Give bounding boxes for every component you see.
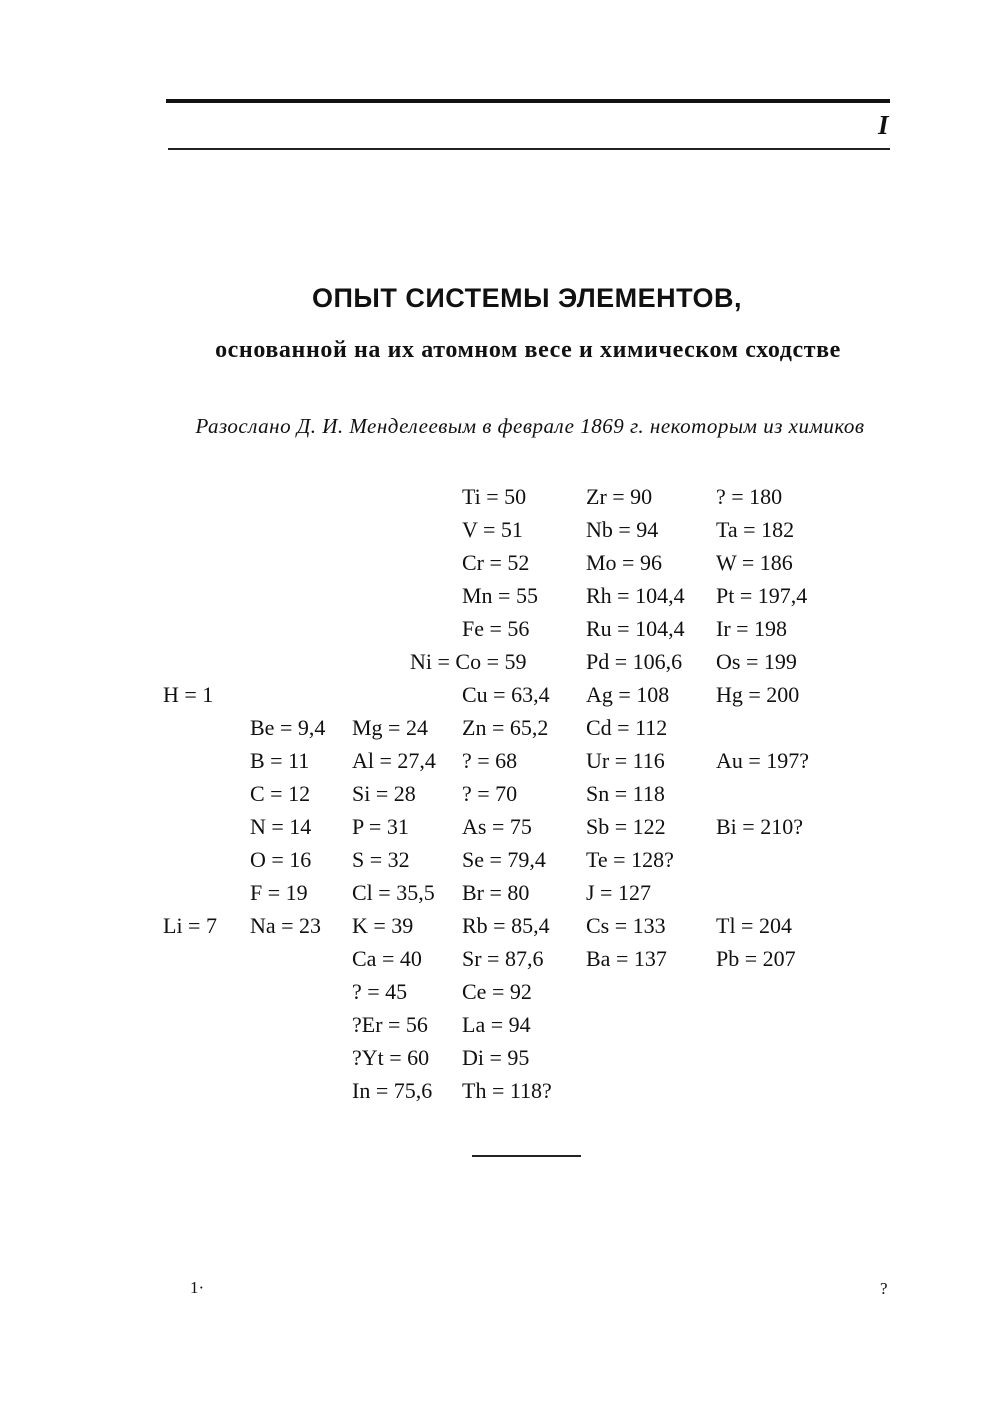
element-cell: Sb = 122 — [586, 814, 666, 839]
element-cell: Ca = 40 — [352, 946, 422, 971]
element-cell: Bi = 210? — [716, 814, 803, 839]
element-cell: In = 75,6 — [352, 1078, 433, 1103]
element-cell: Ag = 108 — [586, 682, 670, 707]
page-title: ОПЫТ СИСТЕМЫ ЭЛЕМЕНТОВ, — [312, 283, 742, 313]
element-cell: Ce = 92 — [462, 979, 532, 1004]
element-cell: C = 12 — [250, 781, 311, 806]
element-cell: Te = 128? — [586, 847, 674, 872]
element-cell: O = 16 — [250, 847, 312, 872]
element-cell: Si = 28 — [352, 781, 416, 806]
element-cell: Pt = 197,4 — [716, 583, 808, 608]
element-cell: Nb = 94 — [586, 517, 659, 542]
element-cell: Na = 23 — [250, 913, 322, 938]
element-cell: Os = 199 — [716, 649, 797, 674]
element-cell: Fe = 56 — [462, 616, 530, 641]
element-cell: Tl = 204 — [716, 913, 792, 938]
page-subtitle: основанной на их атомном весе и химическом сходстве — [215, 337, 841, 363]
element-cell: Ba = 137 — [586, 946, 667, 971]
element-cell: As = 75 — [462, 814, 532, 839]
element-cell: V = 51 — [462, 517, 523, 542]
element-cell: Ir = 198 — [716, 616, 788, 641]
element-cell: Th = 118? — [462, 1078, 552, 1103]
end-rule — [472, 1155, 581, 1157]
element-cell: Cr = 52 — [462, 550, 530, 575]
element-cell: W = 186 — [716, 550, 793, 575]
element-cell: B = 11 — [250, 748, 310, 773]
element-cell: Mo = 96 — [586, 550, 662, 575]
element-cell: Br = 80 — [462, 880, 530, 905]
element-cell: N = 14 — [250, 814, 312, 839]
element-cell: Cu = 63,4 — [462, 682, 550, 707]
footer-left-mark: 1· — [190, 1278, 205, 1297]
element-cell: Zn = 65,2 — [462, 715, 549, 740]
element-cell: ?Yt = 60 — [352, 1045, 430, 1070]
element-cell: J = 127 — [586, 880, 651, 905]
element-cell: Sr = 87,6 — [462, 946, 544, 971]
element-cell: ? = 180 — [716, 484, 783, 509]
element-cell: Ti = 50 — [462, 484, 527, 509]
element-cell: Cd = 112 — [586, 715, 668, 740]
element-cell: Au = 197? — [716, 748, 810, 773]
element-cell: P = 31 — [352, 814, 409, 839]
chapter-numeral: I — [878, 110, 889, 140]
element-cell: ? = 70 — [462, 781, 518, 806]
footer-right-mark: ? — [880, 1279, 888, 1298]
element-cell: Hg = 200 — [716, 682, 800, 707]
element-cell: Pd = 106,6 — [586, 649, 683, 674]
element-cell: La = 94 — [462, 1012, 531, 1037]
element-cell: ? = 45 — [352, 979, 408, 1004]
element-cell: Zr = 90 — [586, 484, 653, 509]
element-cell: Ru = 104,4 — [586, 616, 685, 641]
element-cell: S = 32 — [352, 847, 410, 872]
element-cell: Ur = 116 — [586, 748, 665, 773]
element-cell: Rb = 85,4 — [462, 913, 550, 938]
element-cell: Di = 95 — [462, 1045, 530, 1070]
element-cell: Li = 7 — [163, 913, 217, 938]
element-cell: ? = 68 — [462, 748, 518, 773]
element-cell: Ni = Co = 59 — [410, 649, 527, 674]
element-cell: H = 1 — [163, 682, 214, 707]
element-cell: K = 39 — [352, 913, 414, 938]
distribution-note: Разослано Д. И. Менделеевым в феврале 1869 г. некоторым из химиков — [195, 414, 865, 438]
element-cell: ?Er = 56 — [352, 1012, 428, 1037]
element-cell: F = 19 — [250, 880, 308, 905]
element-cell: Se = 79,4 — [462, 847, 546, 872]
element-cell: Pb = 207 — [716, 946, 796, 971]
element-cell: Be = 9,4 — [250, 715, 326, 740]
element-cell: Sn = 118 — [586, 781, 665, 806]
element-cell: Rh = 104,4 — [586, 583, 685, 608]
element-cell: Cl = 35,5 — [352, 880, 435, 905]
element-cell: Al = 27,4 — [352, 748, 436, 773]
element-cell: Ta = 182 — [716, 517, 795, 542]
element-cell: Mg = 24 — [352, 715, 428, 740]
element-cell: Mn = 55 — [462, 583, 538, 608]
element-cell: Cs = 133 — [586, 913, 666, 938]
